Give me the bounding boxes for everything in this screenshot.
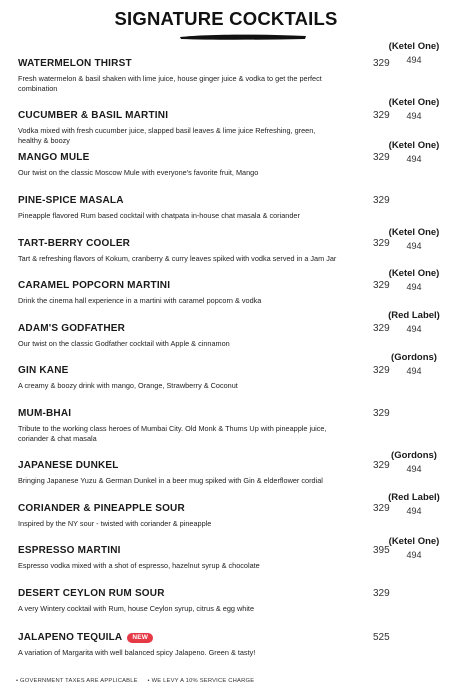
premium-spirit-price: 494 [406,241,422,251]
item-price: 525 [373,632,390,643]
footer-notes [16,678,262,684]
premium-spirit-price: 494 [406,506,422,516]
premium-spirit-option [378,310,450,335]
item-description: Espresso vodka mixed with a shot of espresso, hazelnut syrup & chocolate [18,561,260,570]
item-price: 329 [373,323,390,334]
item-price: 329 [373,110,390,121]
premium-spirit-price: 494 [406,550,422,560]
premium-spirit-brand: (Ketel One) [388,536,440,547]
item-description: Drink the cinema hall experience in a martini with caramel popcorn & vodka [18,296,262,305]
item-description: Pineapple flavored Rum based cocktail with chatpata in-house chat masala & coriander [18,211,300,220]
item-name-text: ADAM'S GODFATHER [18,323,126,334]
premium-spirit-brand: (Ketel One) [388,140,440,151]
premium-spirit-option [378,227,450,252]
menu-item [18,408,448,443]
menu-item [18,632,448,658]
item-name-text: MANGO MULE [18,152,90,163]
item-description: A variation of Margarita with well balanced spicy Jalapeno. Green & tasty! [18,648,256,657]
premium-spirit-option [378,492,450,517]
item-name-text: DESERT CEYLON RUM SOUR [18,588,165,599]
new-badge: NEW [127,633,153,643]
premium-spirit-brand: (Gordons) [391,352,437,363]
item-description: Fresh watermelon & basil shaken with lime juice, house ginger juice & vodka to get the perfect combination [18,74,322,93]
item-name-text: MUM-BHAI [18,408,72,419]
item-name-text: ESPRESSO MARTINI [18,545,121,556]
item-description: Tribute to the working class heroes of Mumbai City. Old Monk & Thums Up with pineapple juice, coriander & chat masala [18,424,327,443]
premium-spirit-brand: (Ketel One) [388,268,440,279]
item-name-text: CARAMEL POPCORN MARTINI [18,280,171,291]
item-name-text: GIN KANE [18,365,69,376]
item-name-text: JAPANESE DUNKEL [18,460,119,471]
brush-stroke-divider [178,33,308,41]
premium-spirit-option [378,140,450,165]
premium-spirit-brand: (Gordons) [391,450,437,461]
item-price: 329 [373,460,390,471]
item-name-text: TART-BERRY COOLER [18,238,131,249]
item-price: 329 [373,58,390,69]
premium-spirit-price: 494 [406,282,422,292]
item-name-text: CUCUMBER & BASIL MARTINI [18,110,169,121]
item-description: A very Wintery cocktail with Rum, house Ceylon syrup, citrus & egg white [18,604,255,613]
menu-title: SIGNATURE COCKTAILS [114,8,338,29]
premium-spirit-price: 494 [406,464,422,474]
item-price: 329 [373,588,390,599]
premium-spirit-option [378,97,450,122]
premium-spirit-price: 494 [406,366,422,376]
item-price: 395 [373,545,390,556]
item-price: 329 [373,195,390,206]
premium-spirit-option [378,352,450,377]
premium-spirit-brand: (Red Label) [388,310,440,321]
item-name-text: WATERMELON THIRST [18,58,132,69]
premium-spirit-price: 494 [406,154,422,164]
service-charge-note: • WE LEVY A 10% SERVICE CHARGE [147,678,255,684]
item-description: Inspired by the NY sour - twisted with coriander & pineapple [18,519,212,528]
item-name-text: JALAPENO TEQUILA [18,632,123,643]
menu-item [18,195,448,221]
item-description: Vodka mixed with fresh cucumber juice, slapped basil leaves & lime juice Refreshing, green, healthy & boozy [18,126,316,145]
item-description: A creamy & boozy drink with mango, Orange, Strawberry & Coconut [18,381,238,390]
premium-spirit-option [378,41,450,66]
item-description: Our twist on the classic Moscow Mule with everyone's favorite fruit, Mango [18,168,259,177]
premium-spirit-brand: (Ketel One) [388,41,440,52]
item-price: 329 [373,152,390,163]
premium-spirit-price: 494 [406,55,422,65]
premium-spirit-price: 494 [406,111,422,121]
item-description: Tart & refreshing flavors of Kokum, cranberry & curry leaves spiked with vodka served in a Jam Jar [18,254,337,263]
item-price: 329 [373,365,390,376]
premium-spirit-option [378,536,450,561]
premium-spirit-brand: (Ketel One) [388,227,440,238]
tax-note: • GOVERNMENT TAXES ARE APPLICABLE [16,678,138,684]
menu-item [18,588,448,614]
premium-spirit-option [378,268,450,293]
item-price: 329 [373,408,390,419]
premium-spirit-brand: (Red Label) [388,492,440,503]
item-name-text: PINE-SPICE MASALA [18,195,124,206]
item-name-text: CORIANDER & PINEAPPLE SOUR [18,503,185,514]
premium-spirit-brand: (Ketel One) [388,97,440,108]
item-price: 329 [373,280,390,291]
item-description: Bringing Japanese Yuzu & German Dunkel in a beer mug spiked with Gin & elderflower cordial [18,476,323,485]
premium-spirit-price: 494 [406,324,422,334]
item-price: 329 [373,503,390,514]
item-description: Our twist on the classic Godfather cocktail with Apple & cinnamon [18,339,230,348]
item-price: 329 [373,238,390,249]
premium-spirit-option [378,450,450,475]
